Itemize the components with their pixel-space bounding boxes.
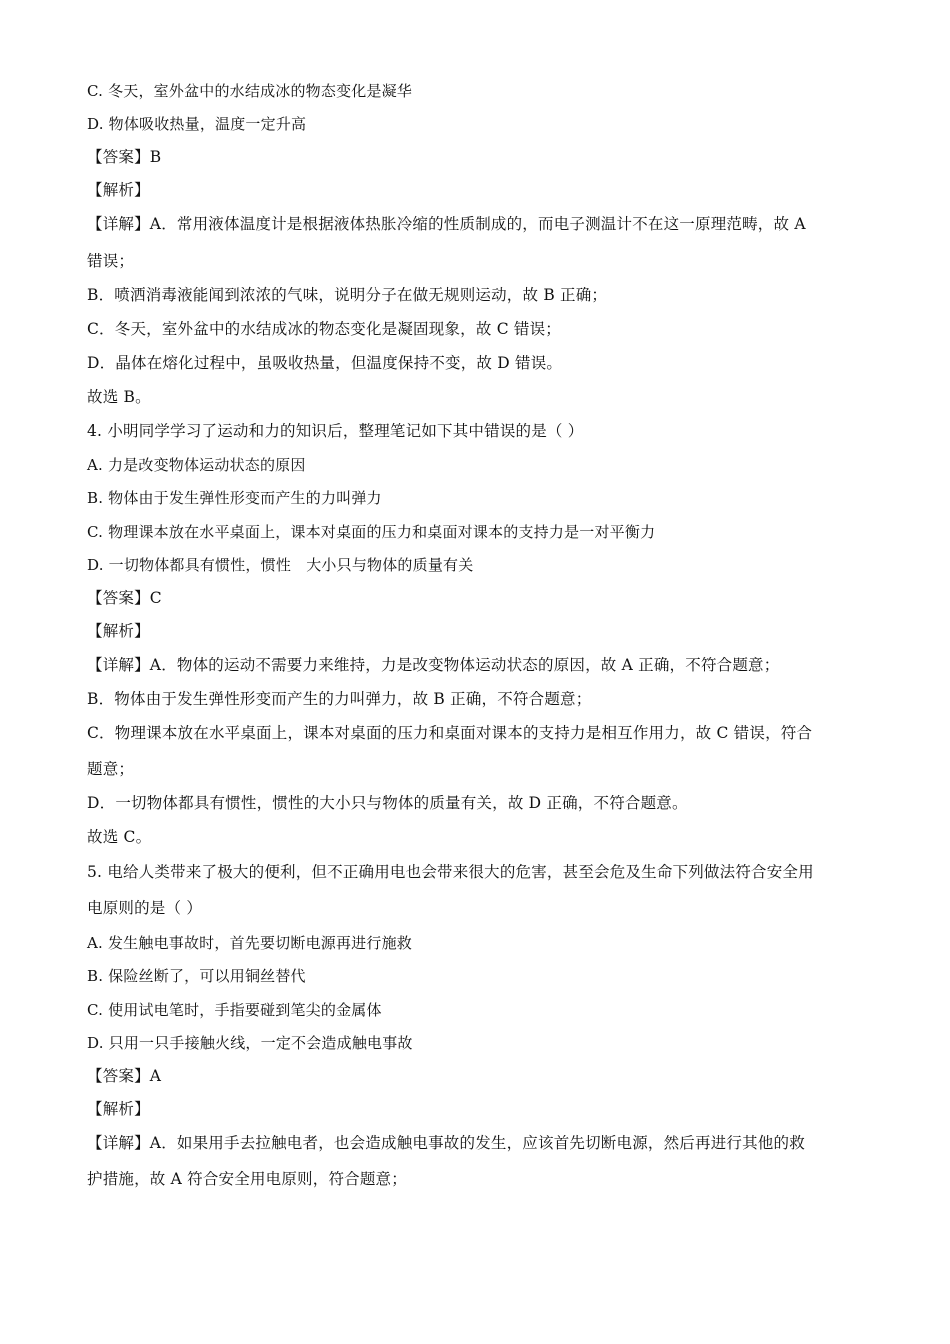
- q3-option-d: D. 物体吸收热量，温度一定升高: [87, 115, 307, 133]
- q4-answer: 【答案】C: [87, 589, 162, 607]
- q4-option-a: A. 力是改变物体运动状态的原因: [87, 456, 306, 474]
- q4-question: 4. 小明同学学习了运动和力的知识后，整理笔记如下其中错误的是（ ）: [87, 422, 584, 440]
- q3-answer: 【答案】B: [87, 148, 162, 166]
- q4-conclusion: 故选 C。: [87, 828, 152, 846]
- q5-analysis-heading: 【解析】: [87, 1100, 150, 1118]
- q3-detail-d: D．晶体在熔化过程中，虽吸收热量，但温度保持不变，故 D 错误。: [87, 354, 563, 372]
- q3-option-c: C. 冬天，室外盆中的水结成冰的物态变化是凝华: [87, 82, 413, 100]
- q5-question: 5. 电给人类带来了极大的便利，但不正确用电也会带来很大的危害，甚至会危及生命下列做法符合安全用: [87, 863, 814, 881]
- q4-detail-c: C．物理课本放在水平桌面上，课本对桌面的压力和桌面对课本的支持力是相互作用力，故 C 错误，符合: [87, 724, 813, 742]
- q5-answer: 【答案】A: [87, 1067, 162, 1085]
- q4-detail-d: D．一切物体都具有惯性，惯性的大小只与物体的质量有关，故 D 正确，不符合题意。: [87, 794, 688, 812]
- q3-detail-b: B．喷洒消毒液能闻到浓浓的气味，说明分子在做无规则运动，故 B 正确；: [87, 286, 608, 304]
- q5-question-cont: 电原则的是（ ）: [87, 899, 203, 917]
- q5-detail-a: 【详解】A．如果用手去拉触电者，也会造成触电事故的发生，应该首先切断电源，然后再进行其他的救: [87, 1134, 805, 1152]
- q3-detail-c: C．冬天，室外盆中的水结成冰的物态变化是凝固现象，故 C 错误；: [87, 320, 561, 338]
- q4-analysis-heading: 【解析】: [87, 622, 150, 640]
- q3-conclusion: 故选 B。: [87, 388, 151, 406]
- q4-option-b: B. 物体由于发生弹性形变而产生的力叫弹力: [87, 489, 382, 507]
- q5-option-d: D. 只用一只手接触火线，一定不会造成触电事故: [87, 1034, 413, 1052]
- q4-detail-b: B．物体由于发生弹性形变而产生的力叫弹力，故 B 正确，不符合题意；: [87, 690, 592, 708]
- q5-detail-a-cont: 护措施，故 A 符合安全用电原则，符合题意；: [87, 1170, 407, 1188]
- q4-detail-a: 【详解】A．物体的运动不需要力来维持，力是改变物体运动状态的原因，故 A 正确，不符合题意；: [87, 656, 780, 674]
- q3-detail-a-cont: 错误；: [87, 252, 135, 270]
- q5-option-a: A. 发生触电事故时，首先要切断电源再进行施救: [87, 934, 412, 952]
- q4-option-d: D. 一切物体都具有惯性，惯性 大小只与物体的质量有关: [87, 556, 474, 574]
- q4-option-c: C. 物理课本放在水平桌面上，课本对桌面的压力和桌面对课本的支持力是一对平衡力: [87, 523, 656, 541]
- q5-option-b: B. 保险丝断了，可以用铜丝替代: [87, 967, 306, 985]
- q3-analysis-heading: 【解析】: [87, 181, 150, 199]
- q5-option-c: C. 使用试电笔时，手指要碰到笔尖的金属体: [87, 1001, 382, 1019]
- q3-detail-a: 【详解】A．常用液体温度计是根据液体热胀冷缩的性质制成的，而电子测温计不在这一原理范畴，故 A: [87, 215, 806, 233]
- q4-detail-c-cont: 题意；: [87, 760, 135, 778]
